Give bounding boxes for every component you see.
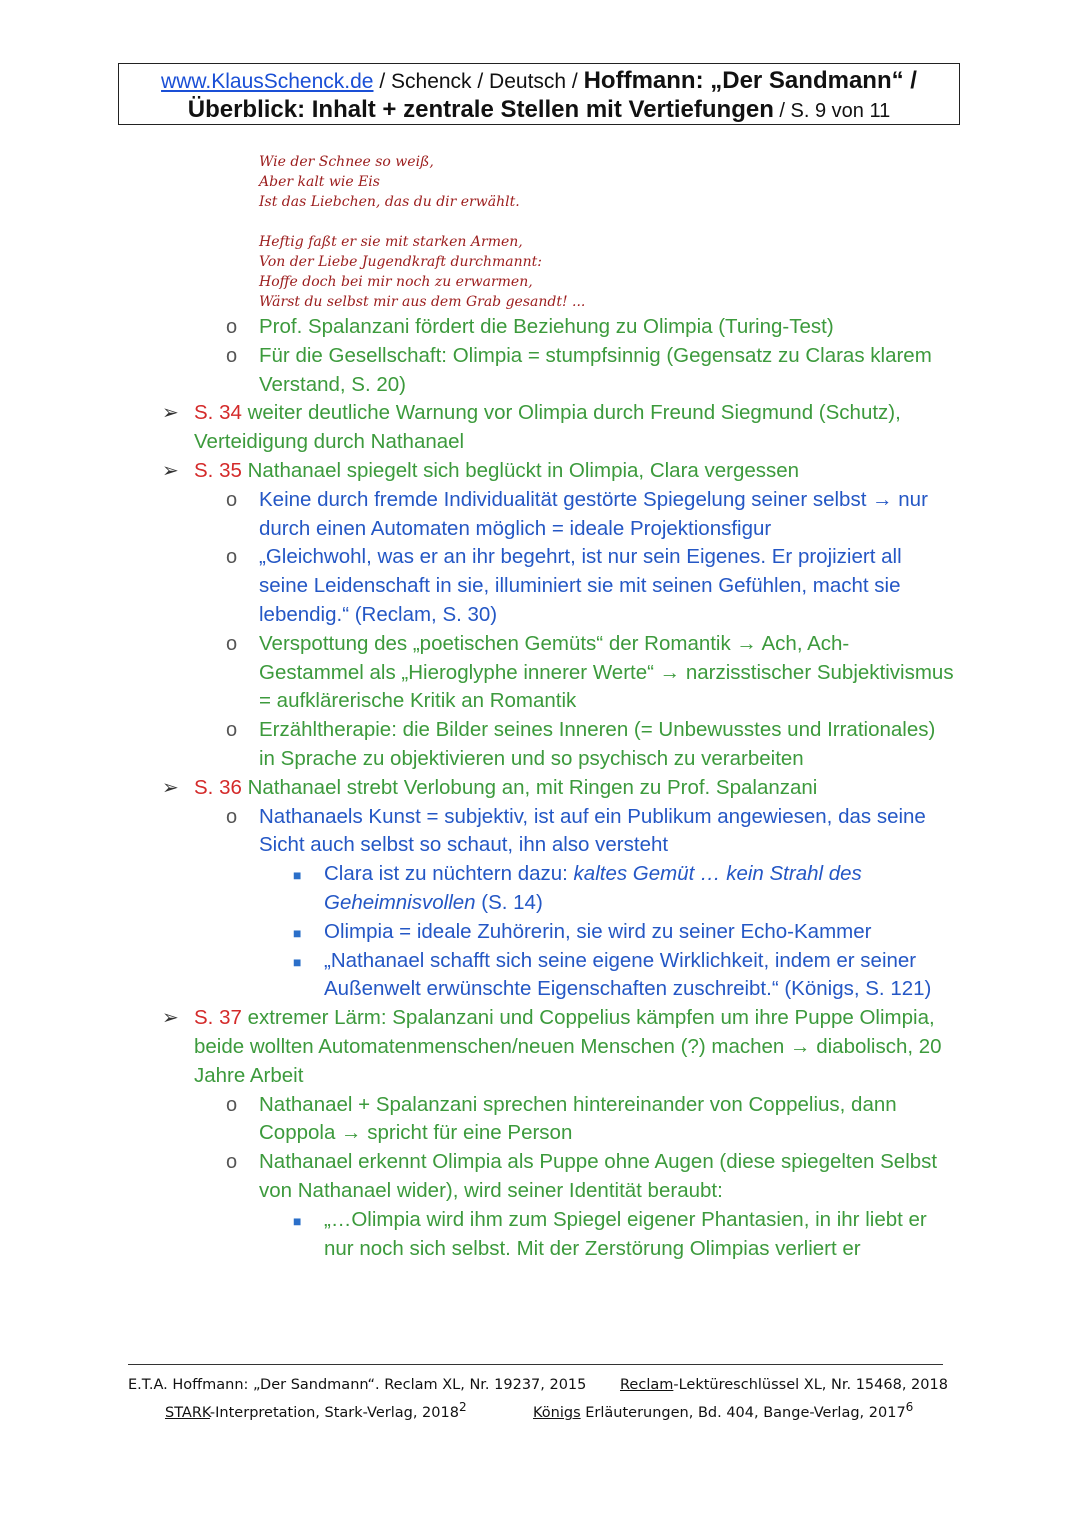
circle-bullet-icon: o [226,1151,238,1174]
circle-bullet-icon: o [226,344,238,367]
list-item: o Nathanaels Kunst = subjektiv, ist auf ein Publikum angewiesen, das seine Sicht auch selbst so schaut, ihn also versteht [226,804,926,857]
list-item: o Nathanael + Spalanzani sprechen hintereinander von Coppelius, dann Coppola → spricht für eine Person [226,1092,897,1145]
footer-source-lektuereschluessel: Reclam-Lektüreschlüssel XL, Nr. 15468, 2018 [620,1377,948,1393]
list-item: o Erzähltherapie: die Bilder seines Inneren (= Unbewusstes und Irrationales) in Sprache zu objektivieren und so psychisch zu verarbeiten [226,718,936,770]
outline-list [0,313,1080,1263]
header-line-2 [119,96,959,125]
list-item: o Für die Gesellschaft: Olimpia = stumpfsinnig (Gegensatz zu Claras klarem Verstand, S. 20) [226,343,932,396]
circle-bullet-icon: o [226,632,238,655]
page-reference: S. 35 [194,458,242,482]
poem-line: Ist das Liebchen, das du dir erwählt. [259,194,520,210]
list-item: o „Gleichwohl, was er an ihr begehrt, ist nur sein Eigenes. Er projiziert all seine Leidenschaft in sie, illuminiert sie mit seinen Gefühlen, macht sie lebendig.“ (Reclam, S. 30) [226,545,902,626]
circle-bullet-icon: o [226,805,238,828]
footer-row-1 [128,1374,958,1396]
poem-stanza-2 [259,232,819,312]
list-item: ■ Clara ist zu nüchtern dazu: kaltes Gemüt … kein Strahl des Geheimnisvollen (S. 14) [293,862,862,914]
website-link[interactable]: www.KlausSchenck.de [161,70,374,93]
circle-bullet-icon: o [226,316,238,338]
page-footer [128,1374,958,1421]
square-bullet-icon: ■ [293,953,302,970]
page-reference: S. 36 [194,775,242,799]
poem-stanza-1 [259,152,819,212]
header-page-number: / S. 9 von 11 [773,100,891,122]
poem-line: Von der Liebe Jugendkraft durchmannt: [259,254,543,270]
list-item: o Prof. Spalanzani fördert die Beziehung zu Olimpia (Turing-Test) [259,313,954,342]
circle-bullet-icon: o [226,1093,238,1116]
list-item: ➢ S. 35 Nathanael spiegelt sich beglückt in Olimpia, Clara vergessen [194,457,954,486]
list-item: o Verspottung des „poetischen Gemüts“ der Romantik → Ach, Ach-Gestammel als „Hieroglyphe innerer Werte“ → narzisstischer Subjektivismus = aufklärerische Kritik an Romantik [226,631,954,713]
square-bullet-icon: ■ [293,924,302,941]
list-item: ■ „Nathanael schafft sich seine eigene Wirklichkeit, indem er seiner Außenwelt erwünschte Eigenschaften zuschreibt.“ (Königs, S. 121) [293,948,932,1001]
list-item: ➢ S. 37 extremer Lärm: Spalanzani und Coppelius kämpfen um ihre Puppe Olimpia, beide wollten Automatenmenschen/neuen Menschen (?) machen → diabolisch, 20 Jahre Arbeit [162,1006,942,1087]
arrow-bullet-icon: ➢ [162,402,179,425]
header-breadcrumb: / Schenck / Deutsch / [373,70,584,93]
page-header [118,63,960,125]
circle-bullet-icon: o [226,488,238,511]
list-item: ■ Olimpia = ideale Zuhörerin, sie wird zu seiner Echo-Kammer [324,918,954,947]
footer-row-2 [128,1396,958,1421]
footer-divider [128,1364,943,1365]
header-subtitle: Überblick: Inhalt + zentrale Stellen mit Vertiefungen [187,96,774,123]
footer-source-reclam: E.T.A. Hoffmann: „Der Sandmann“. Reclam XL, Nr. 19237, 2015 [128,1377,587,1393]
circle-bullet-icon: o [226,719,238,742]
poem-line: Heftig faßt er sie mit starken Armen, [259,234,523,250]
arrow-bullet-icon: ➢ [162,459,179,482]
circle-bullet-icon: o [226,546,238,569]
footer-source-stark: STARK-Interpretation, Stark-Verlag, 2018$^2$ [165,1400,467,1421]
square-bullet-icon: ■ [293,867,302,884]
poem-quote [259,152,819,312]
footer-source-koenigs: Königs Erläuterungen, Bd. 404, Bange-Verlag, 2017$^6$ [533,1400,914,1421]
poem-line: Hoffe doch bei mir noch zu erwarmen, [259,274,533,290]
list-item: ■ „…Olimpia wird ihm zum Spiegel eigener Phantasien, in ihr liebt er nur noch sich selbst. Mit der Zerstörung Olimpias verliert er [293,1207,927,1260]
page-reference: S. 37 [194,1006,242,1030]
poem-line: Wärst du selbst mir aus dem Grab gesandt! ... [259,294,586,310]
header-title: Hoffmann: „Der Sandmann“ / [583,67,917,94]
square-bullet-icon: ■ [293,1212,302,1229]
poem-line: Wie der Schnee so weiß, [259,154,434,170]
list-item: ➢ S. 36 Nathanael strebt Verlobung an, mit Ringen zu Prof. Spalanzani [194,774,954,803]
list-item: o Keine durch fremde Individualität gestörte Spiegelung seiner selbst → nur durch einen Automaten möglich = ideale Projektionsfigur [226,487,928,540]
arrow-bullet-icon: ➢ [162,776,179,799]
header-line-1 [119,67,959,96]
list-item: ➢ S. 34 weiter deutliche Warnung vor Olimpia durch Freund Siegmund (Schutz), Verteidigung durch Nathanael [162,401,901,454]
list-item: o Nathanael erkennt Olimpia als Puppe ohne Augen (diese spiegelten Selbst von Nathanael wider), wird seiner Identität beraubt: [226,1150,938,1202]
page-reference: S. 34 [194,401,242,425]
arrow-bullet-icon: ➢ [162,1007,179,1030]
poem-line: Aber kalt wie Eis [259,174,380,190]
